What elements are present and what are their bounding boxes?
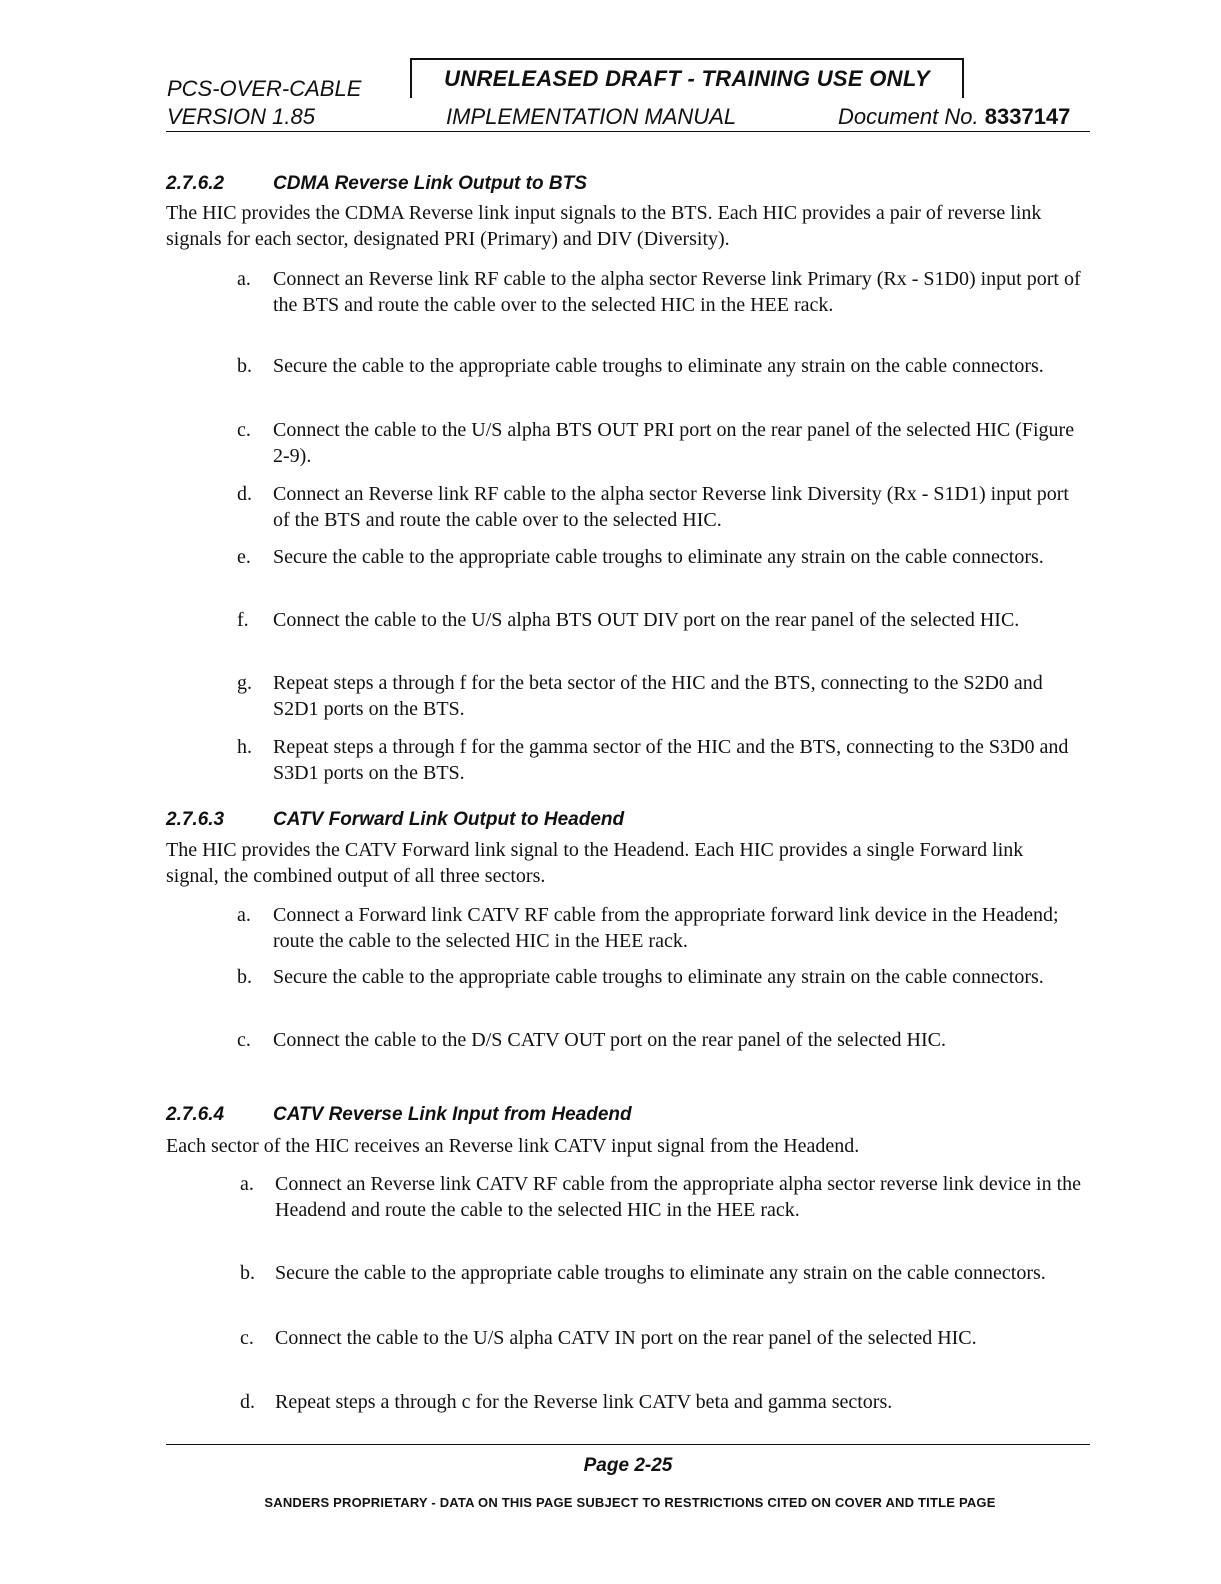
section-title: CATV Reverse Link Input from Headend	[273, 1104, 632, 1125]
section-intro: The HIC provides the CDMA Reverse link input signals to the BTS. Each HIC provides a pair of reverse link signals for each sector, designated PRI (Primary) and DIV (Diversity).	[166, 202, 1042, 250]
section-number: 2.7.6.4	[166, 1104, 225, 1125]
step-text: Connect the cable to the U/S alpha BTS OUT DIV port on the rear panel of the selected HIC.	[273, 609, 1020, 631]
section-number: 2.7.6.2	[166, 173, 225, 194]
step-letter: d.	[240, 1391, 255, 1413]
step-letter: c.	[237, 419, 251, 441]
step-letter: c.	[240, 1327, 254, 1349]
proprietary-notice: SANDERS PROPRIETARY - DATA ON THIS PAGE SUBJECT TO RESTRICTIONS CITED ON COVER AND TITLE PAGE	[264, 1495, 996, 1510]
draft-stamp: UNRELEASED DRAFT - TRAINING USE ONLY	[444, 66, 930, 91]
step-letter: a.	[237, 904, 251, 926]
step-text: Connect the cable to the U/S alpha BTS OUT PRI port on the rear panel of the selected HIC (Figure 2-9).	[273, 419, 1075, 467]
step-letter: e.	[237, 546, 251, 568]
version-label: VERSION 1.85	[167, 104, 315, 129]
step-text: Repeat steps a through c for the Reverse link CATV beta and gamma sectors.	[275, 1391, 893, 1413]
page-number: Page 2-25	[583, 1455, 673, 1476]
draft-stamp-box	[410, 58, 964, 98]
step-text: Secure the cable to the appropriate cable troughs to eliminate any strain on the cable connectors.	[273, 966, 1044, 988]
step-letter: g.	[237, 672, 252, 694]
step-letter: c.	[237, 1029, 251, 1051]
step-letter: b.	[237, 966, 252, 988]
section-title: CATV Forward Link Output to Headend	[273, 809, 625, 830]
document-number-line	[838, 104, 1070, 130]
step-text: Secure the cable to the appropriate cable troughs to eliminate any strain on the cable connectors.	[275, 1262, 1046, 1284]
header-rule	[166, 131, 1090, 132]
step-text: Repeat steps a through f for the beta sector of the HIC and the BTS, connecting to the S2D0 and S2D1 ports on the BTS.	[273, 672, 1043, 720]
document-number: 8337147	[984, 104, 1071, 129]
document-number-label: Document No.	[838, 104, 979, 129]
step-text: Connect an Reverse link CATV RF cable from the appropriate alpha sector reverse link device in the Headend and route the cable to the selected HIC in the HEE rack.	[275, 1173, 1082, 1221]
step-text: Connect the cable to the D/S CATV OUT port on the rear panel of the selected HIC.	[273, 1029, 946, 1051]
step-text: Connect the cable to the U/S alpha CATV IN port on the rear panel of the selected HIC.	[275, 1327, 977, 1349]
step-letter: d.	[237, 483, 252, 505]
section-number: 2.7.6.3	[166, 809, 225, 830]
section-title: CDMA Reverse Link Output to BTS	[273, 173, 587, 194]
step-text: Secure the cable to the appropriate cable troughs to eliminate any strain on the cable connectors.	[273, 546, 1044, 568]
step-text: Connect an Reverse link RF cable to the alpha sector Reverse link Diversity (Rx - S1D1) input port of the BTS and route the cable over to the selected HIC.	[273, 483, 1069, 531]
step-letter: h.	[237, 736, 252, 758]
step-letter: b.	[240, 1262, 255, 1284]
manual-title: IMPLEMENTATION MANUAL	[446, 104, 737, 129]
section-intro: Each sector of the HIC receives an Reverse link CATV input signal from the Headend.	[166, 1135, 860, 1157]
step-text: Connect a Forward link CATV RF cable from the appropriate forward link device in the Headend; route the cable to the selected HIC in the HEE rack.	[273, 904, 1059, 952]
step-text: Repeat steps a through f for the gamma sector of the HIC and the BTS, connecting to the S3D0 and S3D1 ports on the BTS.	[273, 736, 1069, 784]
step-letter: a.	[240, 1173, 254, 1195]
footer-rule	[166, 1444, 1090, 1445]
step-letter: f.	[237, 609, 249, 631]
step-letter: a.	[237, 268, 251, 290]
step-text: Connect an Reverse link RF cable to the alpha sector Reverse link Primary (Rx - S1D0) input port of the BTS and route the cable over to the selected HIC in the HEE rack.	[273, 268, 1081, 316]
step-text: Secure the cable to the appropriate cable troughs to eliminate any strain on the cable connectors.	[273, 355, 1044, 377]
product-name: PCS-OVER-CABLE	[167, 76, 362, 101]
step-letter: b.	[237, 355, 252, 377]
section-intro: The HIC provides the CATV Forward link signal to the Headend. Each HIC provides a single Forward link signal, the combined output of all three sectors.	[166, 839, 1024, 887]
